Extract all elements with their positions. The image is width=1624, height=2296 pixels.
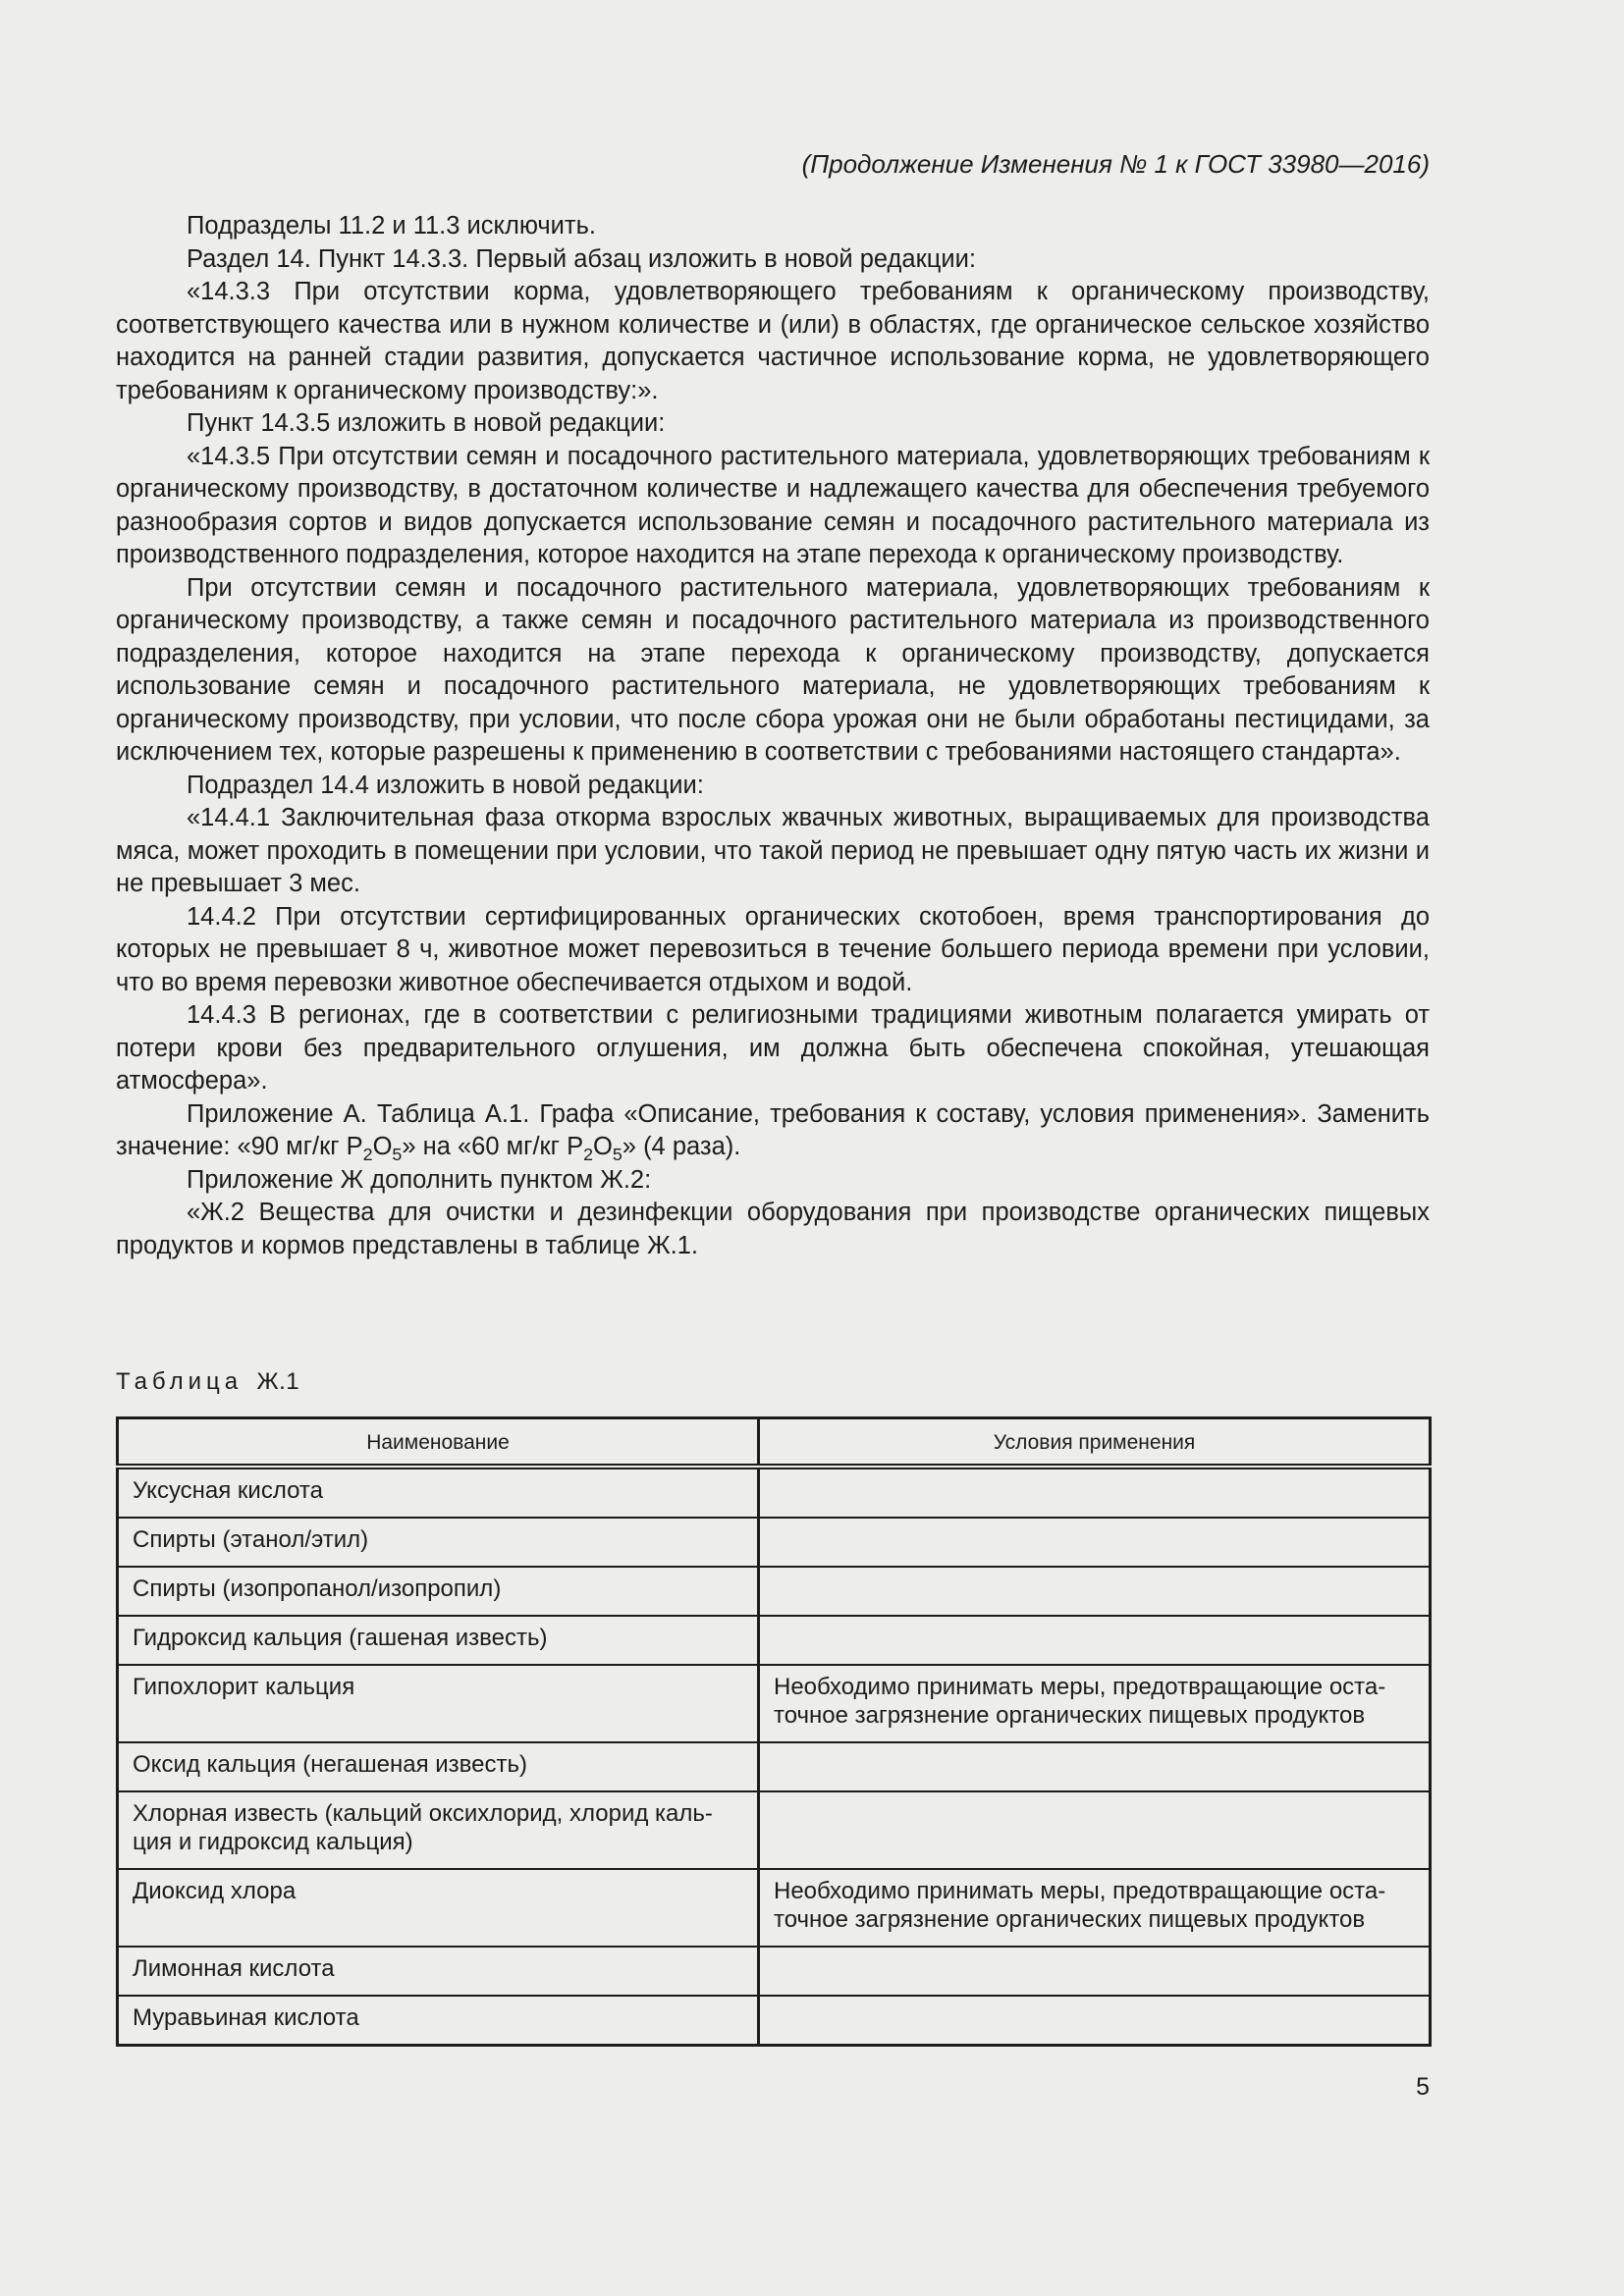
substance-cell: Уксусная кислота [118, 1467, 759, 1518]
table-row [118, 1869, 1431, 1947]
subscript: 2 [362, 1145, 373, 1165]
paragraph: 14.4.3 В регионах, где в соответствии с религиозными традициями животным полагается умирать от потери крови без предварительного оглушения, им должна быть обеспечена спокойная, утешающая атмосфера». [116, 1001, 1430, 1095]
table-caption [116, 1366, 299, 1398]
substance-cell: Гипохлорит кальция [118, 1665, 759, 1742]
table-row [118, 1616, 1431, 1665]
conditions-cell [759, 1791, 1431, 1869]
paragraph: Подраздел 14.4 изложить в новой редакции: [187, 771, 704, 799]
paragraph: При отсутствии семян и посадочного растительного материала, удовлетворяющих требованиям к органическому производству, а также семян и посадочного растительного материала из производственного подразделения, которое находится на этапе перехода к органическому производству, допускается использование семян и посадочного растительного материала, не удовлетворяющих требованиям к органическому производству, при условии, что после сбора урожая они не были обработаны пестицидами, за исключением тех, которые разрешены к применению в соответствии с требованиями настоящего стандарта». [116, 573, 1430, 766]
substances-table [116, 1416, 1432, 2047]
substance-cell: Спирты (этанол/этил) [118, 1518, 759, 1567]
page-number: 5 [1416, 2073, 1430, 2101]
table-caption-id: Ж.1 [256, 1368, 300, 1395]
text-fragment: » на «60 мг/кг P [402, 1133, 584, 1160]
paragraph: Подразделы 11.2 и 11.3 исключить. [187, 212, 596, 240]
substance-cell: Спирты (изопропанол/изопропил) [118, 1567, 759, 1616]
text-fragment: O [593, 1133, 613, 1160]
table-header-row [118, 1418, 1431, 1468]
substance-cell: Хлорная известь (кальций оксихлорид, хлорид кальция и гидроксид кальция) [118, 1791, 759, 1869]
running-header: (Продолжение Изменения № 1 к ГОСТ 33980—2016) [801, 149, 1430, 179]
conditions-cell [759, 1567, 1431, 1616]
paragraph: Приложение Ж дополнить пунктом Ж.2: [187, 1165, 652, 1194]
subscript: 5 [612, 1145, 623, 1165]
column-header-conditions: Условия применения [759, 1418, 1431, 1468]
text-fragment: O [372, 1133, 393, 1160]
paragraph: 14.4.2 При отсутствии сертифицированных органических скотобоен, время транспортирования до которых не превышает 8 ч, животное может перевозиться в течение большего периода времени при условии, что во время перевозки животное обеспечивается отдыхом и водой. [116, 902, 1430, 996]
conditions-cell: Необходимо принимать меры, предотвращающие остаточное загрязнение органических пищевых продуктов [759, 1665, 1431, 1742]
subscript: 5 [392, 1145, 403, 1165]
table-row [118, 1947, 1431, 1996]
substance-cell: Муравьиная кислота [118, 1996, 759, 2046]
paragraph-formula [116, 1098, 1430, 1164]
conditions-cell [759, 1996, 1431, 2046]
paragraph: Раздел 14. Пункт 14.3.3. Первый абзац изложить в новой редакции: [187, 244, 976, 273]
conditions-cell [759, 1947, 1431, 1996]
text-fragment: » (4 раза). [622, 1133, 741, 1160]
body-text [116, 210, 1430, 1262]
table-row [118, 1665, 1431, 1742]
paragraph: «14.3.5 При отсутствии семян и посадочного растительного материала, удовлетворяющих требованиям к органическому производству, в достаточном количестве и надлежащего качества для обеспечения требуемого разнообразия сортов и видов допускается использование семян и посадочного растительного материала из производственного подразделения, которое находится на этапе перехода к органическому производству. [116, 442, 1430, 568]
conditions-cell [759, 1742, 1431, 1791]
paragraph: «14.3.3 При отсутствии корма, удовлетворяющего требованиям к органическому производству, соответствующего качества или в нужном количестве и (или) в областях, где органическое сельское хозяйство находится на ранней стадии развития, допускается частичное использование корма, не удовлетворяющего требованиям к органическому производству:». [116, 278, 1430, 404]
substance-cell: Диоксид хлора [118, 1869, 759, 1947]
substance-cell: Оксид кальция (негашеная известь) [118, 1742, 759, 1791]
conditions-cell: Необходимо принимать меры, предотвращающие остаточное загрязнение органических пищевых продуктов [759, 1869, 1431, 1947]
table-row [118, 1467, 1431, 1518]
table-row [118, 1567, 1431, 1616]
table-row [118, 1791, 1431, 1869]
table-row [118, 1518, 1431, 1567]
column-header-name: Наименование [118, 1418, 759, 1468]
conditions-cell [759, 1518, 1431, 1567]
substance-cell: Лимонная кислота [118, 1947, 759, 1996]
table-row [118, 1996, 1431, 2046]
table-row [118, 1742, 1431, 1791]
table-caption-word: Таблица [116, 1368, 244, 1395]
paragraph: «Ж.2 Вещества для очистки и дезинфекции оборудования при производстве органических пищевых продуктов и кормов представлены в таблице Ж.1. [116, 1199, 1430, 1259]
paragraph: «14.4.1 Заключительная фаза откорма взрослых жвачных животных, выращиваемых для производства мяса, может проходить в помещении при условии, что такой период не превышает одну пятую часть их жизни и не превышает 3 мес. [116, 804, 1430, 897]
conditions-cell [759, 1616, 1431, 1665]
paragraph: Пункт 14.3.5 изложить в новой редакции: [187, 409, 666, 437]
substance-cell: Гидроксид кальция (гашеная известь) [118, 1616, 759, 1665]
text-fragment: Приложение А. Таблица А.1. Графа «Описание, требования к составу, условия применения». Заменить значение: «90 мг/кг P [116, 1099, 1430, 1160]
subscript: 2 [583, 1145, 594, 1165]
conditions-cell [759, 1467, 1431, 1518]
